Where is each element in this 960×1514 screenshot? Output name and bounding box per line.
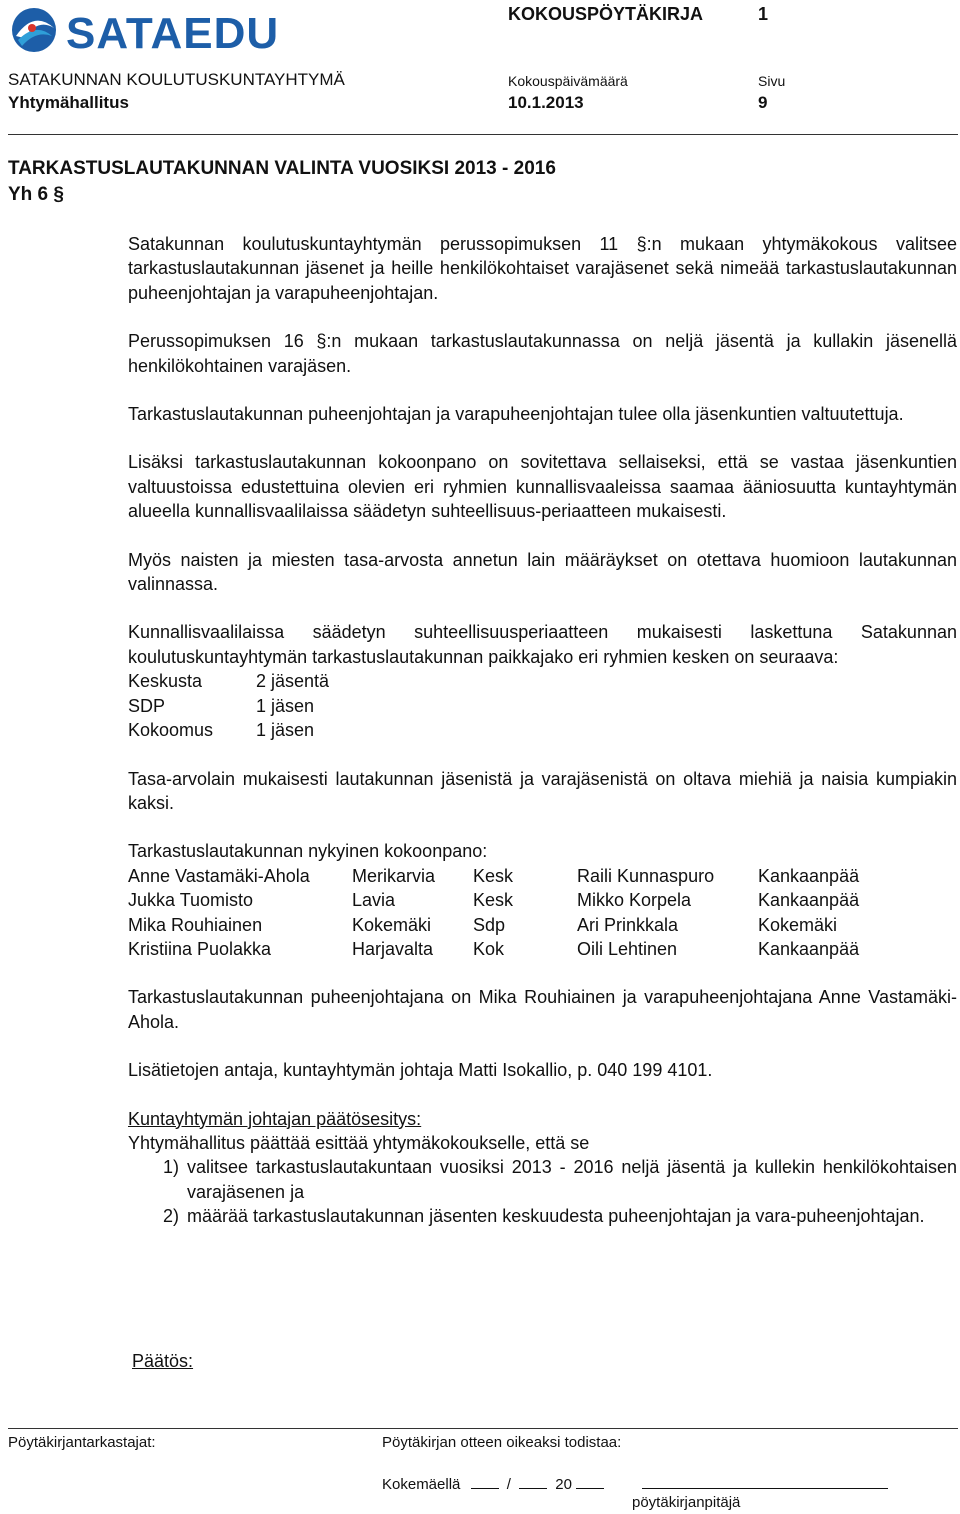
proposal-heading: Kuntayhtymän johtajan päätösesitys: — [128, 1108, 422, 1129]
signature-place-date — [382, 1474, 888, 1493]
signer-title: pöytäkirjanpitäjä — [632, 1494, 741, 1511]
member-municipality: Harjavalta — [352, 938, 434, 959]
list-item — [128, 1155, 957, 1204]
seat-count: 2 jäsentä — [256, 671, 330, 692]
page-number: 9 — [758, 93, 768, 112]
paragraph: Kunnallisvaalilaissa säädetyn suhteellisuusperiaatteen mukaisesti laskettuna Satakunnan koulutuskuntayhtymän tarkastuslautakunnan paikkajako eri ryhmien kesken on seuraava: — [128, 622, 957, 667]
sataedu-logo — [8, 4, 280, 62]
deputy-municipality: Kokemäki — [758, 914, 838, 935]
copy-certified-label: Pöytäkirjan otteen oikeaksi todistaa: — [382, 1434, 622, 1451]
signature-line — [642, 1474, 888, 1489]
sataedu-logo-icon — [8, 6, 64, 62]
signature-year: 20 — [555, 1476, 572, 1493]
chair-note: Tarkastuslautakunnan puheenjohtajana on Mika Rouhiainen ja varapuheenjohtajana Anne Vastamäki-Ahola. — [128, 987, 957, 1032]
member-name: Mika Rouhiainen — [128, 914, 263, 935]
seat-party: SDP — [128, 695, 166, 716]
list-item — [128, 1204, 957, 1228]
list-item-number: 2) — [162, 1206, 179, 1227]
deputy-municipality: Kankaanpää — [758, 938, 860, 959]
meeting-date-label: Kokouspäivämäärä — [508, 73, 628, 89]
meeting-date: 10.1.2013 — [508, 93, 584, 112]
decision-label: Päätös: — [132, 1351, 194, 1371]
member-municipality: Lavia — [352, 890, 396, 911]
table-row — [128, 937, 859, 961]
member-party: Sdp — [473, 914, 506, 935]
table-row — [128, 888, 859, 912]
proposal-intro: Yhtymähallitus päättää esittää yhtymäkokoukselle, että se — [128, 1132, 590, 1153]
list-item-text: määrää tarkastuslautakunnan jäsenten keskuudesta puheenjohtajan ja vara-puheenjohtajan. — [187, 1206, 925, 1227]
organization-name: SATAKUNNAN KOULUTUSKUNTAYHTYMÄ — [8, 70, 345, 89]
member-name: Jukka Tuomisto — [128, 890, 254, 911]
deputy-municipality: Kankaanpää — [758, 890, 860, 911]
header-divider — [8, 134, 958, 135]
equality-note: Tasa-arvolain mukaisesti lautakunnan jäsenistä ja varajäsenistä on oltava miehiä ja naisia kumpiakin kaksi. — [128, 768, 957, 813]
deputy-municipality: Kankaanpää — [758, 865, 860, 886]
signature-place: Kokemäellä — [382, 1476, 461, 1493]
list-item-text: valitsee tarkastuslautakuntaan vuosiksi 2013 - 2016 neljä jäsentä ja kullekin henkilökohtaisen varajäsenen ja — [187, 1157, 957, 1202]
logo-wordmark: SATAEDU — [66, 9, 280, 58]
deputy-name: Raili Kunnaspuro — [577, 865, 715, 886]
members-table — [128, 864, 859, 962]
member-municipality: Merikarvia — [352, 865, 436, 886]
seat-row — [128, 669, 957, 693]
seat-party: Keskusta — [128, 671, 203, 692]
document-body — [128, 232, 957, 1253]
table-row — [128, 913, 859, 937]
member-party: Kesk — [473, 890, 514, 911]
member-party: Kok — [473, 938, 505, 959]
seat-count: 1 jäsen — [256, 720, 315, 741]
seat-row — [128, 718, 957, 742]
deputy-name: Mikko Korpela — [577, 890, 692, 911]
paragraph: Myös naisten ja miesten tasa-arvosta annetun lain määräykset on otettava huomioon lautakunnan valinnassa. — [128, 549, 957, 595]
section-number: Yh 6 § — [8, 184, 64, 205]
year-blank — [576, 1474, 604, 1489]
paragraph: Perussopimuksen 16 §:n mukaan tarkastuslautakunnassa on neljä jäsentä ja kullakin jäsenellä henkilökohtainen varajäsen. — [128, 331, 957, 376]
member-name: Kristiina Puolakka — [128, 938, 272, 959]
deputy-name: Ari Prinkkala — [577, 914, 679, 935]
table-row — [128, 864, 859, 888]
member-party: Kesk — [473, 865, 514, 886]
date-slash: / — [506, 1476, 511, 1493]
seat-party: Kokoomus — [128, 720, 214, 741]
paragraph: Tarkastuslautakunnan puheenjohtajan ja varapuheenjohtajan tulee olla jäsenkuntien valtuutettuja. — [128, 404, 904, 425]
list-item-number: 1) — [162, 1157, 179, 1178]
paragraph: Satakunnan koulutuskuntayhtymän perussopimuksen 11 §:n mukaan yhtymäkokous valitsee tarkastuslautakunnan jäsenet ja heille henkilökohtaiset varajäsenet sekä nimeää tarkastuslautakunnan puheenjohtajan ja varapuheenjohtajan. — [128, 234, 957, 303]
footer-divider — [8, 1428, 958, 1429]
department-name: Yhtymähallitus — [8, 93, 129, 112]
day-blank — [471, 1474, 499, 1489]
proposal-list — [128, 1155, 957, 1228]
member-municipality: Kokemäki — [352, 914, 432, 935]
doc-title: KOKOUSPÖYTÄKIRJA — [508, 4, 704, 24]
seat-row — [128, 694, 957, 718]
contact-note: Lisätietojen antaja, kuntayhtymän johtaja Matti Isokallio, p. 040 199 4101. — [128, 1060, 713, 1081]
deputy-name: Oili Lehtinen — [577, 938, 678, 959]
section-title: TARKASTUSLAUTAKUNNAN VALINTA VUOSIKSI 2013 - 2016 — [8, 158, 556, 179]
members-heading: Tarkastuslautakunnan nykyinen kokoonpano: — [128, 841, 488, 862]
minutes-checkers-label: Pöytäkirjantarkastajat: — [8, 1434, 156, 1451]
month-blank — [519, 1474, 547, 1489]
member-name: Anne Vastamäki-Ahola — [128, 865, 310, 886]
seat-count: 1 jäsen — [256, 695, 315, 716]
doc-page-number: 1 — [758, 4, 769, 24]
seat-distribution — [128, 669, 957, 742]
page-label: Sivu — [758, 73, 786, 89]
paragraph: Lisäksi tarkastuslautakunnan kokoonpano on sovitettava sellaiseksi, että se vastaa jäsenkuntien valtuustoissa edustettuina olevien eri ryhmien kunnallisvaaleissa saamaa ääniosuutta kuntayhtymän alueella kunnallisvaalilaissa säädetyn suhteellisuus-periaatteen mukaisesti. — [128, 452, 957, 522]
